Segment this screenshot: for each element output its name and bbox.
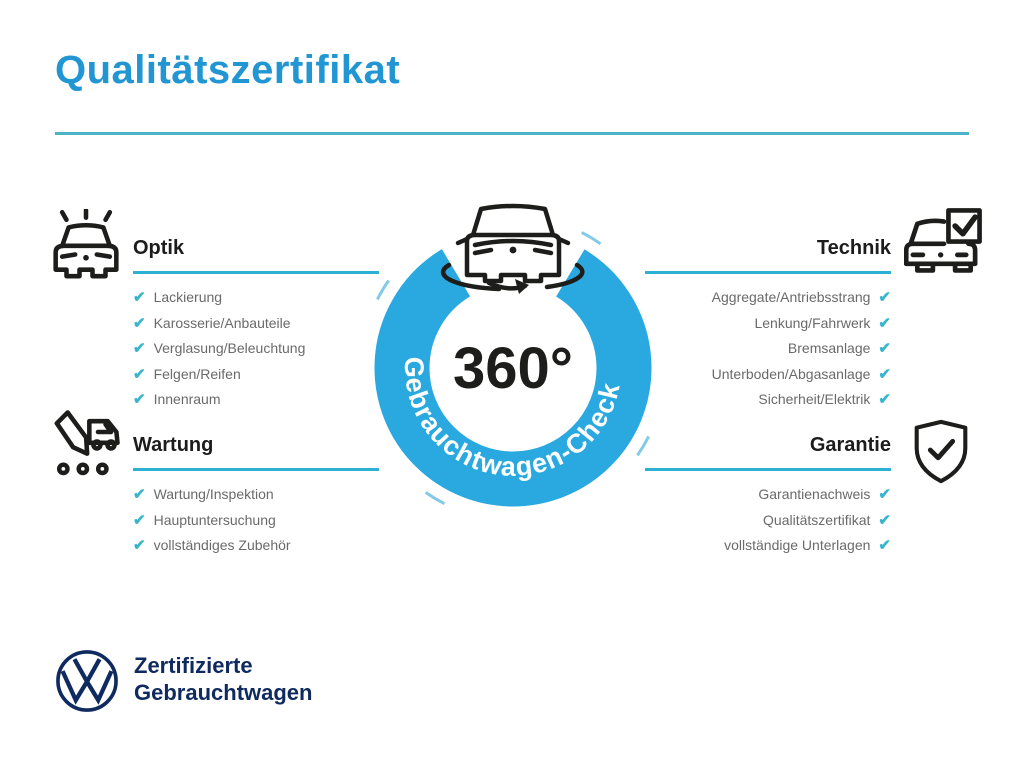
checklist-item-label: Qualitätszertifikat	[763, 511, 871, 528]
check-icon: ✔	[133, 391, 146, 408]
checklist-item-label: Wartung/Inspektion	[153, 486, 274, 502]
check-icon: ✔	[133, 511, 146, 529]
checklist-item-label: Lackierung	[153, 289, 223, 305]
checklist-item-label: vollständiges Zubehör	[153, 537, 291, 553]
footer-claim-line2: Gebrauchtwagen	[134, 680, 313, 705]
check-icon: ✔	[133, 289, 146, 306]
ring-curved-label: Gebrauchtwagen-Check	[399, 356, 626, 483]
title-divider	[55, 132, 969, 135]
checklist-item-label: Verglasung/Beleuchtung	[153, 340, 306, 356]
check-icon: ✔	[878, 340, 891, 357]
check-icon: ✔	[878, 391, 891, 408]
check-icon: ✔	[133, 537, 146, 554]
footer-claim-line1: Zertifizierte	[134, 653, 253, 678]
pencil-checklist-car-icon	[45, 406, 125, 484]
checklist-item-label: Innenraum	[153, 391, 221, 407]
section-title-garantie: Garantie	[809, 434, 891, 456]
checklist-item-label: Felgen/Reifen	[153, 365, 241, 382]
section-title-optik: Optik	[133, 237, 185, 259]
checklist-item-label: vollständige Unterlagen	[724, 537, 871, 553]
checklist-item-label: Sicherheit/Elektrik	[758, 391, 871, 407]
rotating-car-icon	[443, 206, 582, 294]
check-icon: ✔	[878, 365, 891, 383]
check-icon: ✔	[878, 314, 891, 332]
car-headlights-icon	[47, 209, 125, 287]
check-icon: ✔	[878, 486, 891, 503]
vw-logo	[54, 648, 120, 714]
footer-claim	[134, 652, 312, 706]
check-icon: ✔	[133, 486, 146, 503]
check-icon: ✔	[878, 511, 891, 529]
section-title-wartung: Wartung	[133, 434, 214, 456]
checklist-item-label: Hauptuntersuchung	[153, 511, 276, 528]
check-icon: ✔	[133, 340, 146, 357]
check-icon: ✔	[878, 537, 891, 554]
check-icon: ✔	[133, 314, 146, 332]
360-check-badge	[341, 183, 685, 559]
degree-label: 360°	[453, 336, 573, 401]
checklist-item-label: Unterboden/Abgasanlage	[711, 365, 871, 382]
checklist-item-label: Garantienachweis	[758, 486, 871, 502]
section-title-technik: Technik	[816, 237, 891, 259]
check-icon: ✔	[133, 365, 146, 383]
shield-check-icon	[906, 414, 976, 490]
checklist-item-label: Aggregate/Antriebsstrang	[711, 289, 871, 305]
checklist-item-label: Karosserie/Anbauteile	[153, 314, 291, 331]
checklist-item-label: Lenkung/Fahrwerk	[754, 314, 871, 331]
car-checkbox-icon	[904, 206, 984, 286]
checklist-item-label: Bremsanlage	[787, 340, 871, 356]
page-title: Qualitätszertifikat	[55, 48, 401, 92]
check-icon: ✔	[878, 289, 891, 306]
